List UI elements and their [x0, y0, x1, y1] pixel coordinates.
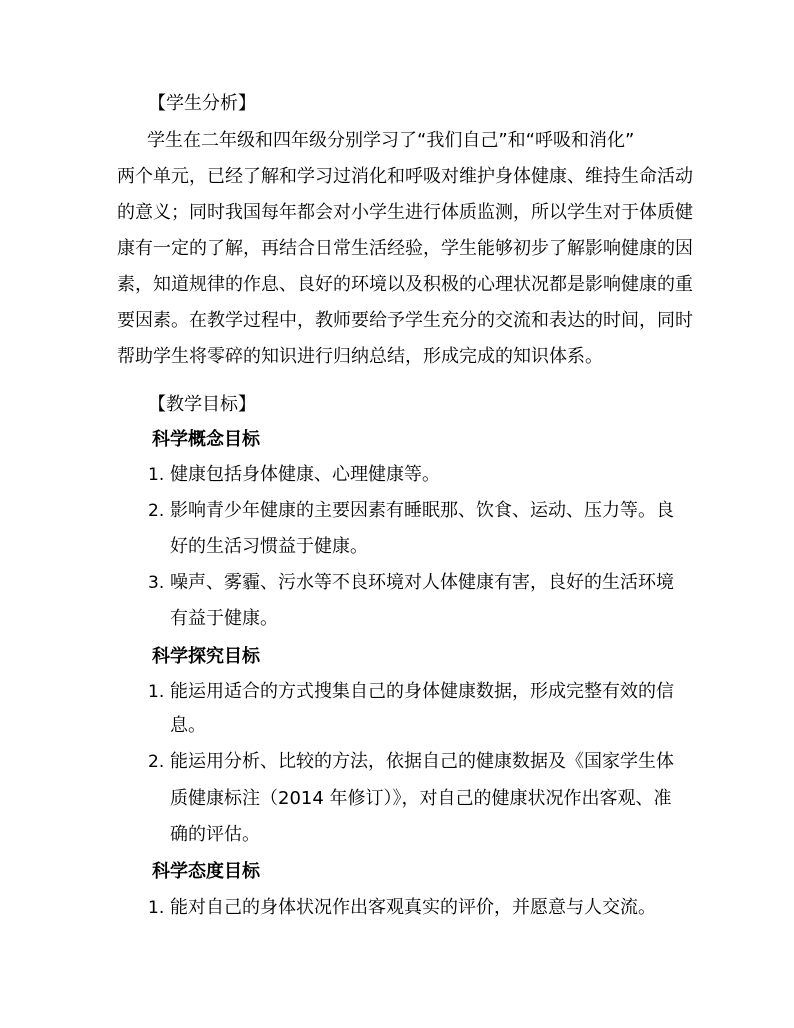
- concept-goals-title: 科学概念目标: [152, 429, 260, 450]
- list-item-continuation: 好的生活习惯益于健康。: [170, 536, 368, 557]
- list-item-continuation: 确的评估。: [170, 824, 260, 845]
- student-analysis-line: 帮助学生将零碎的知识进行归纳总结，形成完成的知识体系。: [117, 346, 603, 367]
- attitude-goals-title: 科学态度目标: [152, 861, 260, 882]
- student-analysis-line: 的意义；同时我国每年都会对小学生进行体质监测，所以学生对于体质健: [117, 202, 693, 223]
- list-item: 影响青少年健康的主要因素有睡眠那、饮食、运动、压力等。良: [170, 500, 674, 521]
- student-analysis-line: 素，知道规律的作息、良好的环境以及积极的心理状况都是影响健康的重: [117, 274, 693, 295]
- list-number: 2.: [148, 752, 165, 772]
- list-number: 1.: [148, 682, 165, 702]
- list-item: 噪声、雾霾、污水等不良环境对人体健康有害，良好的生活环境: [170, 572, 674, 593]
- list-number: 1.: [148, 898, 165, 918]
- student-analysis-line: 康有一定的了解，再结合日常生活经验，学生能够初步了解影响健康的因: [117, 238, 693, 259]
- list-item-continuation: 质健康标注（2014 年修订）》，对自己的健康状况作出客观、准: [170, 788, 672, 809]
- student-analysis-heading: 【学生分析】: [148, 93, 256, 114]
- teaching-goals-heading: 【教学目标】: [148, 394, 256, 415]
- list-number: 2.: [148, 501, 165, 521]
- student-analysis-line: 要因素。在教学过程中，教师要给予学生充分的交流和表达的时间，同时: [117, 310, 693, 331]
- list-item: 能对自己的身体状况作出客观真实的评价，并愿意与人交流。: [170, 897, 656, 918]
- list-item: 能运用分析、比较的方法，依据自己的健康数据及《国家学生体: [170, 751, 674, 772]
- list-item: 健康包括身体健康、心理健康等。: [170, 464, 440, 485]
- list-number: 3.: [148, 573, 165, 593]
- list-item-continuation: 息。: [170, 715, 206, 736]
- inquiry-goals-title: 科学探究目标: [152, 646, 260, 667]
- list-item-continuation: 有益于健康。: [170, 608, 278, 629]
- student-analysis-line: 两个单元，已经了解和学习过消化和呼吸对维护身体健康、维持生命活动: [117, 166, 693, 187]
- student-analysis-line: 学生在二年级和四年级分别学习了“我们自己”和“呼吸和消化”: [147, 130, 635, 151]
- list-item: 能运用适合的方式搜集自己的身体健康数据，形成完整有效的信: [170, 681, 674, 702]
- list-number: 1.: [148, 465, 165, 485]
